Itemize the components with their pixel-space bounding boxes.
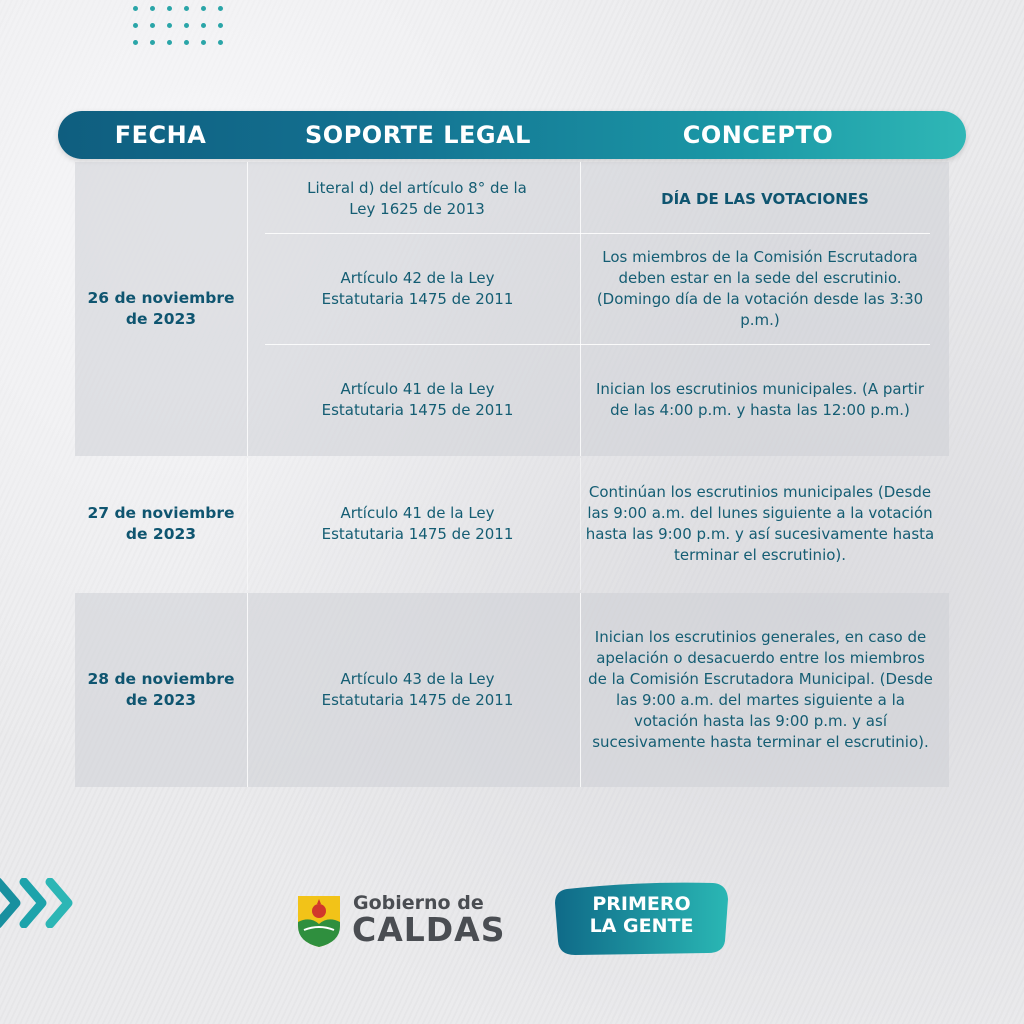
chevrons-right-icon bbox=[0, 878, 84, 928]
table-header bbox=[58, 111, 966, 159]
soporte-cell: Artículo 42 de la Ley Estatutaria 1475 de 2011 bbox=[321, 269, 514, 308]
column-divider bbox=[247, 593, 248, 787]
caldas-shield-icon bbox=[296, 894, 342, 948]
column-divider bbox=[580, 458, 581, 590]
fecha-cell: 27 de noviembre de 2023 bbox=[87, 504, 235, 543]
slogan-line-1: PRIMERO bbox=[592, 893, 691, 915]
concepto-cell: Los miembros de la Comisión Escrutadora deben estar en la sede del escrutinio. (Domingo día de la votación desde las 3:30 p.m.) bbox=[596, 248, 924, 329]
column-divider bbox=[580, 162, 581, 456]
fecha-cell: 28 de noviembre de 2023 bbox=[87, 670, 235, 709]
concepto-cell: Inician los escrutinios municipales. (A partir de las 4:00 p.m. y hasta las 12:00 p.m.) bbox=[595, 380, 924, 419]
slogan-line-2: LA GENTE bbox=[589, 915, 694, 937]
column-divider bbox=[247, 162, 248, 456]
header-soporte-legal: SOPORTE LEGAL bbox=[305, 121, 531, 149]
fecha-cell: 26 de noviembre de 2023 bbox=[87, 289, 235, 328]
header-concepto: CONCEPTO bbox=[682, 121, 834, 149]
caldas-logo bbox=[296, 892, 526, 952]
soporte-cell: Literal d) del artículo 8° de la Ley 1625 de 2013 bbox=[307, 179, 527, 218]
caldas-text: CALDAS bbox=[352, 910, 506, 949]
column-divider bbox=[247, 458, 248, 590]
primero-la-gente-badge bbox=[553, 879, 730, 957]
dot-grid-icon bbox=[133, 6, 223, 50]
concepto-cell: DÍA DE LAS VOTACIONES bbox=[661, 189, 869, 208]
row-divider bbox=[265, 233, 930, 234]
header-fecha: FECHA bbox=[114, 121, 207, 149]
soporte-cell: Artículo 43 de la Ley Estatutaria 1475 de 2011 bbox=[321, 670, 514, 709]
row-divider bbox=[265, 344, 930, 345]
soporte-cell: Artículo 41 de la Ley Estatutaria 1475 de 2011 bbox=[321, 380, 514, 419]
column-divider bbox=[580, 593, 581, 787]
soporte-cell: Artículo 41 de la Ley Estatutaria 1475 de 2011 bbox=[321, 504, 514, 543]
concepto-cell: Inician los escrutinios generales, en caso de apelación o desacuerdo entre los miembros de la Comisión Escrutadora Municipal. (Desde las 9:00 a.m. del martes siguiente a la votación hasta las 9:00 p.m. y así sucesivamente hasta terminar el escrutinio). bbox=[588, 628, 933, 751]
concepto-cell: Continúan los escrutinios municipales (Desde las 9:00 a.m. del lunes siguiente a la votación hasta las 9:00 p.m. y así sucesivamente hasta terminar el escrutinio). bbox=[585, 483, 935, 564]
gobierno-text: Gobierno de bbox=[353, 892, 484, 914]
